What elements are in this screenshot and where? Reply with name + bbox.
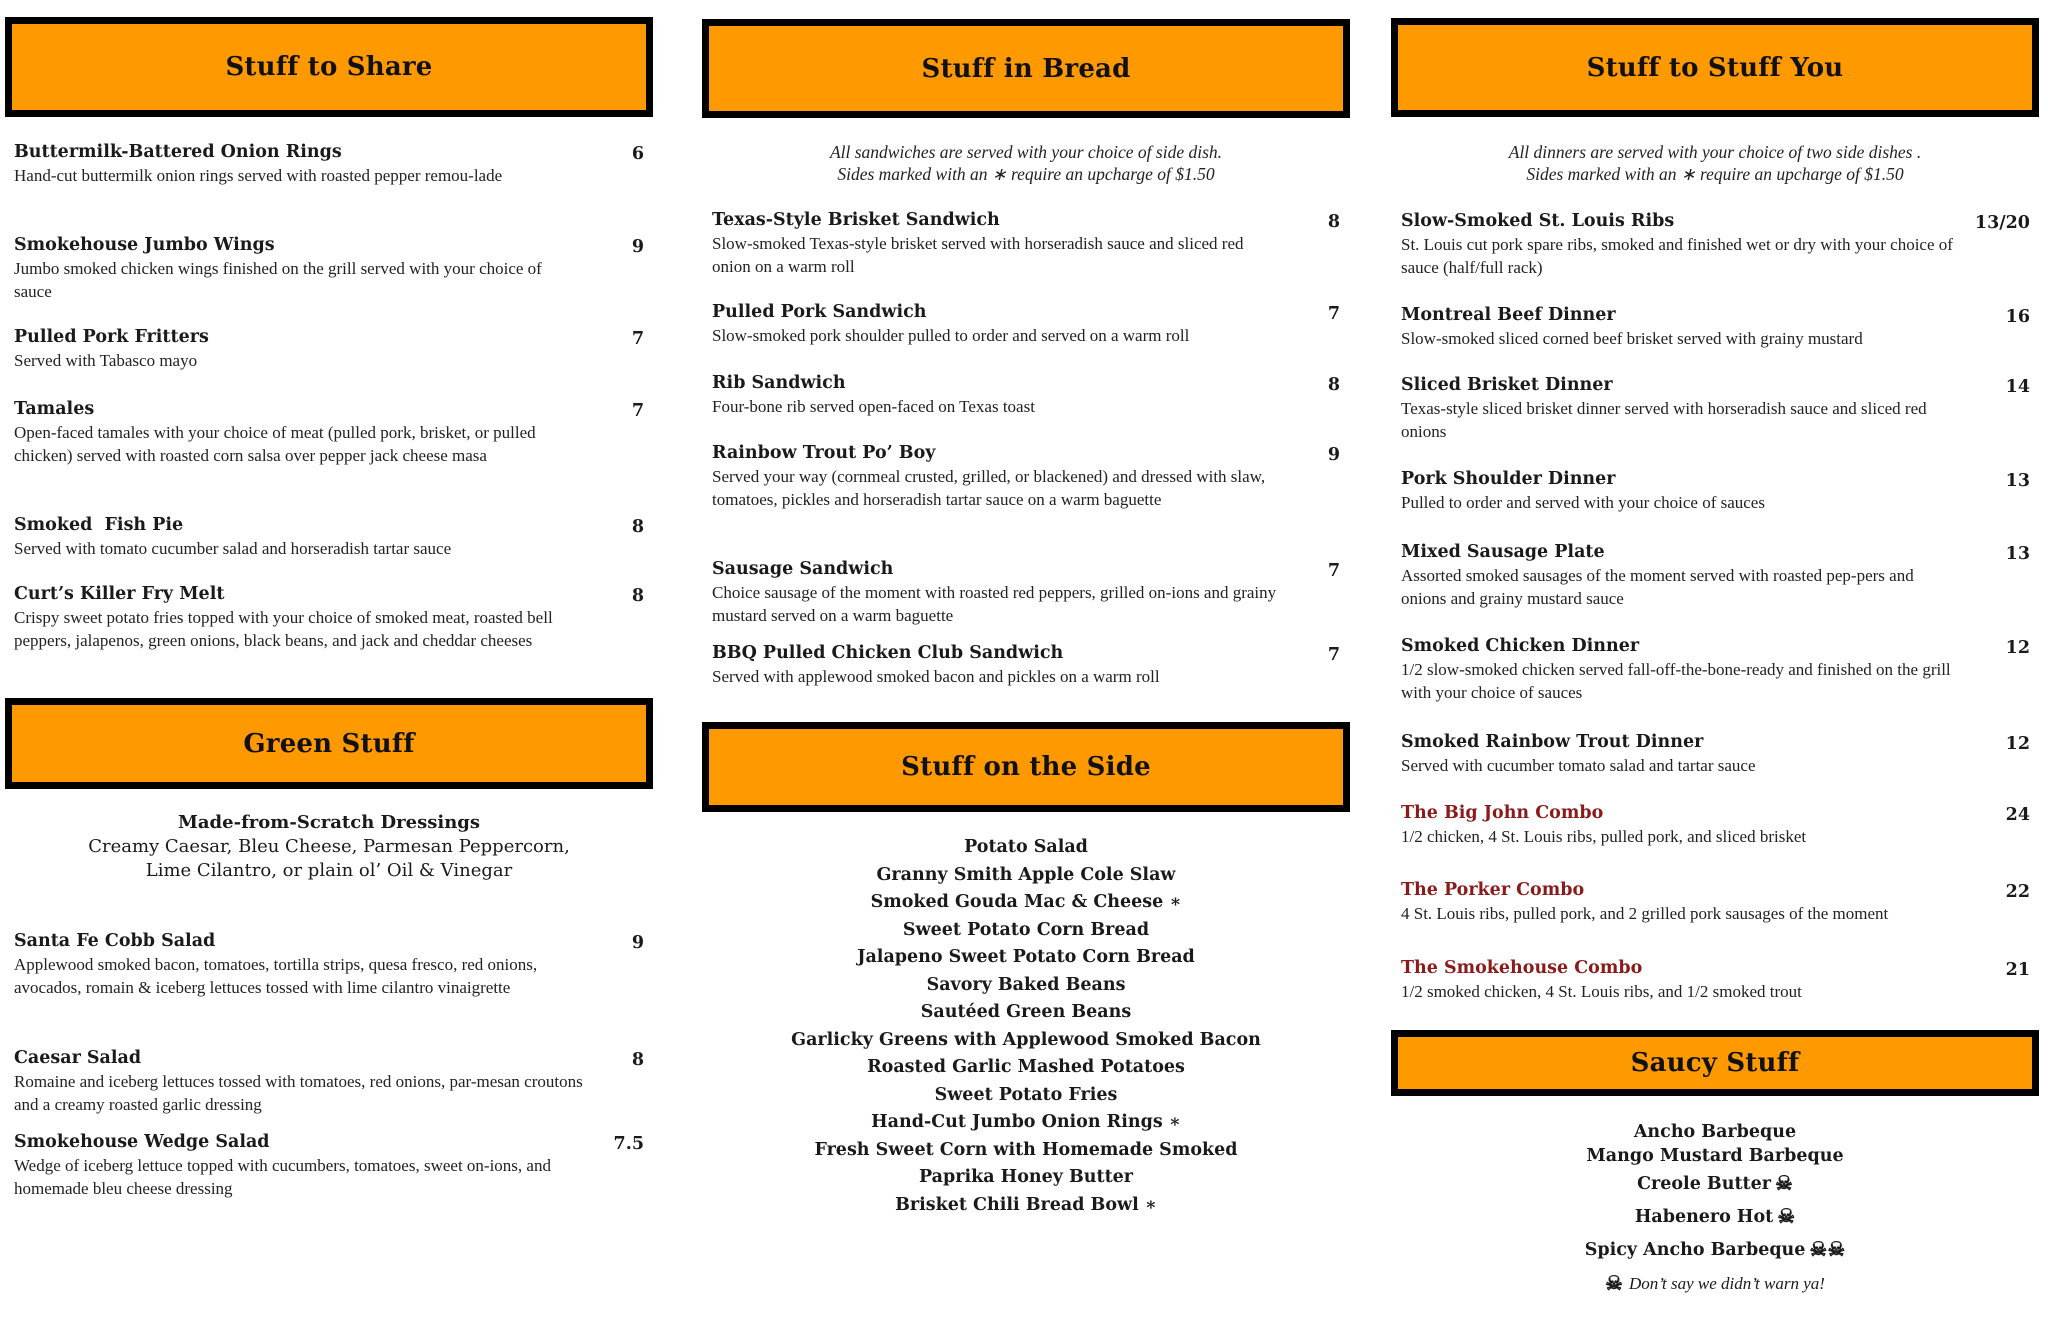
sauce-name: Mango Mustard Barbeque bbox=[1586, 1146, 1844, 1166]
menu-item bbox=[14, 583, 574, 652]
item-price: 6 bbox=[631, 144, 644, 164]
item-name: Texas-Style Brisket Sandwich bbox=[712, 210, 1000, 230]
item-price: 24 bbox=[2005, 805, 2030, 825]
side-item: Brisket Chili Bread Bowl ∗ bbox=[895, 1194, 1157, 1215]
item-name: Pulled Pork Sandwich bbox=[712, 302, 927, 322]
side-item: Sweet Potato Corn Bread bbox=[902, 919, 1150, 940]
item-price: 12 bbox=[2005, 734, 2030, 754]
item-description: 4 St. Louis ribs, pulled pork, and 2 grilled pork sausages of the moment bbox=[1401, 904, 1889, 923]
note-line: Sides marked with an ∗ require an upcharge of $1.50 bbox=[837, 164, 1215, 184]
menu-item bbox=[1401, 635, 1971, 704]
sandwich-note bbox=[702, 141, 1350, 185]
item-name: The Porker Combo bbox=[1401, 880, 1585, 900]
skull-crossbones-icon: ☠ bbox=[1777, 1204, 1796, 1228]
item-name: Smoked Fish Pie bbox=[14, 515, 184, 535]
side-item: Paprika Honey Butter bbox=[918, 1167, 1134, 1187]
item-description: Slow-smoked Texas-style brisket served with horseradish sauce and sliced red onion on a warm roll bbox=[712, 234, 1244, 276]
item-description: Pulled to order and served with your choice of sauces bbox=[1401, 493, 1765, 512]
menu-item bbox=[14, 930, 584, 999]
section-header-stuff-to-share bbox=[5, 17, 653, 117]
side-item: Sweet Potato Fries bbox=[934, 1084, 1118, 1105]
sauce-item bbox=[1391, 1168, 2039, 1201]
note-line: All sandwiches are served with your choice of side dish. bbox=[829, 142, 1223, 162]
item-description: Served with applewood smoked bacon and pickles on a warm roll bbox=[712, 667, 1160, 686]
item-name: The Big John Combo bbox=[1401, 803, 1604, 823]
item-description: Served with tomato cucumber salad and horseradish tartar sauce bbox=[14, 539, 452, 558]
skull-crossbones-icon: ☠ bbox=[1605, 1271, 1623, 1295]
side-item: Roasted Garlic Mashed Potatoes bbox=[867, 1057, 1185, 1077]
menu-item bbox=[712, 301, 1302, 347]
item-name: Pulled Pork Fritters bbox=[14, 327, 209, 347]
section-title: Stuff to Stuff You bbox=[1586, 52, 1844, 83]
menu-item bbox=[712, 642, 1282, 688]
sauces-list bbox=[1391, 1120, 2039, 1301]
dressings-line: Lime Cilantro, or plain ol’ Oil & Vinegar bbox=[145, 860, 513, 881]
item-price: 21 bbox=[2005, 960, 2030, 980]
item-price: 22 bbox=[2005, 882, 2030, 902]
item-price: 14 bbox=[2005, 377, 2030, 397]
item-name: Mixed Sausage Plate bbox=[1401, 542, 1605, 562]
item-price: 8 bbox=[631, 517, 644, 537]
section-header-stuff-in-bread bbox=[702, 19, 1350, 118]
item-price: 8 bbox=[1327, 212, 1340, 232]
item-description: Applewood smoked bacon, tomatoes, tortilla strips, quesa fresco, red onions, avocados, romain & iceberg lettuces tossed with lime cilantro vinaigrette bbox=[14, 955, 538, 997]
dressings-line: Creamy Caesar, Bleu Cheese, Parmesan Peppercorn, bbox=[88, 836, 570, 857]
skull-crossbones-icon: ☠☠ bbox=[1809, 1237, 1846, 1261]
item-price: 8 bbox=[631, 1050, 644, 1070]
menu-item bbox=[712, 558, 1282, 627]
item-name: Smokehouse Wedge Salad bbox=[14, 1132, 270, 1152]
combo-item bbox=[1401, 802, 1961, 848]
item-name: Rib Sandwich bbox=[712, 373, 846, 393]
item-name: Caesar Salad bbox=[14, 1048, 142, 1068]
item-description: Crispy sweet potato fries topped with your choice of smoked meat, roasted bell peppers, jalapenos, green onions, black beans, and jack and cheddar cheeses bbox=[14, 608, 553, 650]
item-price: 9 bbox=[631, 237, 644, 257]
note-line: All dinners are served with your choice of two side dishes . bbox=[1508, 142, 1922, 162]
item-description: Hand-cut buttermilk onion rings served with roasted pepper remou-lade bbox=[14, 166, 503, 185]
item-name: Pork Shoulder Dinner bbox=[1401, 469, 1616, 489]
menu-item bbox=[14, 1131, 594, 1200]
side-item: Granny Smith Apple Cole Slaw bbox=[876, 864, 1176, 885]
item-name: Buttermilk-Battered Onion Rings bbox=[14, 142, 342, 162]
item-name: Smokehouse Jumbo Wings bbox=[14, 235, 275, 255]
sauce-name: Ancho Barbeque bbox=[1633, 1122, 1797, 1142]
section-header-stuff-to-stuff-you bbox=[1391, 18, 2039, 117]
item-price: 9 bbox=[1327, 445, 1340, 465]
item-description: Open-faced tamales with your choice of meat (pulled pork, brisket, or pulled chicken) served with roasted corn salsa over pepper jack cheese masa bbox=[14, 423, 536, 465]
item-description: Assorted smoked sausages of the moment served with roasted pep-pers and onions and grainy mustard sauce bbox=[1401, 566, 1914, 608]
item-name: Slow-Smoked St. Louis Ribs bbox=[1401, 211, 1675, 231]
menu-item bbox=[712, 372, 1277, 418]
menu-item bbox=[712, 442, 1292, 511]
dressings-heading: Made-from-Scratch Dressings bbox=[177, 812, 481, 833]
sauce-name: Spicy Ancho Barbeque bbox=[1584, 1240, 1806, 1260]
item-price: 7 bbox=[631, 401, 644, 421]
item-description: Choice sausage of the moment with roasted red peppers, grilled on-ions and grainy mustard served on a warm baguette bbox=[712, 583, 1277, 625]
item-description: Slow-smoked sliced corned beef brisket served with grainy mustard bbox=[1401, 329, 1863, 348]
combo-item bbox=[1401, 879, 1931, 925]
sauce-item bbox=[1391, 1234, 2039, 1267]
item-description: Served with Tabasco mayo bbox=[14, 351, 198, 370]
menu-item bbox=[1401, 468, 1961, 514]
item-description: Four-bone rib served open-faced on Texas toast bbox=[712, 397, 1035, 416]
menu-item bbox=[14, 514, 584, 560]
menu-item bbox=[1401, 374, 1961, 443]
sauce-item bbox=[1391, 1120, 2039, 1144]
menu-item bbox=[14, 398, 584, 467]
menu-item bbox=[1401, 210, 1961, 279]
side-item: Jalapeno Sweet Potato Corn Bread bbox=[857, 947, 1195, 967]
side-item: Potato Salad bbox=[964, 837, 1088, 857]
section-title: Green Stuff bbox=[243, 728, 415, 759]
item-description: Slow-smoked pork shoulder pulled to order and served on a warm roll bbox=[712, 326, 1190, 345]
side-item: Fresh Sweet Corn with Homemade Smoked bbox=[814, 1139, 1238, 1160]
item-price: 7.5 bbox=[613, 1134, 644, 1154]
item-description: St. Louis cut pork spare ribs, smoked and finished wet or dry with your choice of sauce (half/full rack) bbox=[1401, 235, 1953, 277]
skull-crossbones-icon: ☠ bbox=[1774, 1171, 1793, 1195]
item-name: Smoked Chicken Dinner bbox=[1401, 636, 1640, 656]
section-title: Stuff to Share bbox=[225, 52, 433, 82]
item-name: Santa Fe Cobb Salad bbox=[14, 931, 216, 951]
item-description: Jumbo smoked chicken wings finished on the grill served with your choice of sauce bbox=[14, 259, 542, 301]
item-name: Smoked Rainbow Trout Dinner bbox=[1401, 732, 1704, 752]
item-price: 13/20 bbox=[1974, 213, 2030, 233]
item-description: Romaine and iceberg lettuces tossed with tomatoes, red onions, par-mesan croutons and a creamy roasted garlic dressing bbox=[14, 1072, 583, 1114]
item-price: 7 bbox=[1327, 561, 1340, 581]
side-item: Hand-Cut Jumbo Onion Rings ∗ bbox=[871, 1112, 1181, 1132]
section-header-green-stuff bbox=[5, 698, 653, 789]
item-name: Sliced Brisket Dinner bbox=[1401, 375, 1613, 395]
item-name: Curt’s Killer Fry Melt bbox=[14, 584, 225, 604]
item-price: 9 bbox=[631, 933, 644, 953]
item-description: Wedge of iceberg lettuce topped with cucumbers, tomatoes, sweet on-ions, and homemade bleu cheese dressing bbox=[14, 1156, 551, 1198]
sauce-name: Creole Butter bbox=[1637, 1174, 1771, 1194]
item-description: Served your way (cornmeal crusted, grilled, or blackened) and dressed with slaw, tomatoes, pickles and horseradish tartar sauce on a warm baguette bbox=[712, 467, 1266, 509]
note-line: Sides marked with an ∗ require an upcharge of $1.50 bbox=[1526, 164, 1904, 184]
item-name: Tamales bbox=[14, 399, 95, 419]
item-price: 8 bbox=[1327, 375, 1340, 395]
side-item: Sautéed Green Beans bbox=[920, 1002, 1132, 1022]
item-name: Montreal Beef Dinner bbox=[1401, 305, 1616, 325]
sauce-name: Habenero Hot bbox=[1634, 1207, 1774, 1227]
menu-item bbox=[1401, 304, 1981, 350]
item-price: 16 bbox=[2005, 307, 2030, 327]
item-description: 1/2 smoked chicken, 4 St. Louis ribs, and 1/2 smoked trout bbox=[1401, 982, 1802, 1001]
side-item: Smoked Gouda Mac & Cheese ∗ bbox=[870, 892, 1182, 912]
menu-item bbox=[14, 326, 574, 372]
side-item: Garlicky Greens with Applewood Smoked Bacon bbox=[791, 1029, 1261, 1050]
item-description: 1/2 slow-smoked chicken served fall-off-the-bone-ready and finished on the grill with your choice of sauces bbox=[1401, 660, 1951, 702]
menu-item bbox=[712, 209, 1277, 278]
sides-list bbox=[702, 834, 1350, 1219]
item-name: The Smokehouse Combo bbox=[1401, 958, 1643, 978]
menu-item bbox=[14, 234, 574, 303]
section-title: Saucy Stuff bbox=[1630, 1048, 1800, 1078]
menu-item bbox=[1401, 541, 1961, 610]
menu-item bbox=[1401, 731, 1961, 777]
section-title: Stuff on the Side bbox=[901, 752, 1151, 782]
sauce-item bbox=[1391, 1201, 2039, 1234]
dinner-note bbox=[1391, 141, 2039, 185]
item-name: Sausage Sandwich bbox=[712, 559, 894, 579]
item-price: 7 bbox=[1327, 645, 1340, 665]
section-header-saucy-stuff bbox=[1391, 1030, 2039, 1096]
item-price: 7 bbox=[631, 329, 644, 349]
item-description: 1/2 chicken, 4 St. Louis ribs, pulled pork, and sliced brisket bbox=[1401, 827, 1807, 846]
item-description: Served with cucumber tomato salad and tartar sauce bbox=[1401, 756, 1756, 775]
section-header-stuff-on-the-side bbox=[702, 722, 1350, 812]
dressings-block bbox=[5, 811, 653, 883]
item-description: Texas-style sliced brisket dinner served with horseradish sauce and sliced red onions bbox=[1401, 399, 1927, 441]
item-price: 12 bbox=[2005, 638, 2030, 658]
item-name: Rainbow Trout Po’ Boy bbox=[712, 443, 936, 463]
item-name: BBQ Pulled Chicken Club Sandwich bbox=[712, 643, 1064, 663]
item-price: 13 bbox=[2005, 544, 2030, 564]
section-title: Stuff in Bread bbox=[921, 53, 1131, 84]
heat-warning bbox=[1391, 1267, 2039, 1301]
menu-item bbox=[14, 1047, 584, 1116]
menu-item bbox=[14, 141, 574, 187]
item-price: 13 bbox=[2005, 471, 2030, 491]
item-price: 7 bbox=[1327, 304, 1340, 324]
combo-item bbox=[1401, 957, 1961, 1003]
sauce-item bbox=[1391, 1144, 2039, 1168]
item-price: 8 bbox=[631, 586, 644, 606]
warning-text: Don’t say we didn’t warn ya! bbox=[1628, 1274, 1825, 1293]
side-item: Savory Baked Beans bbox=[926, 974, 1126, 995]
